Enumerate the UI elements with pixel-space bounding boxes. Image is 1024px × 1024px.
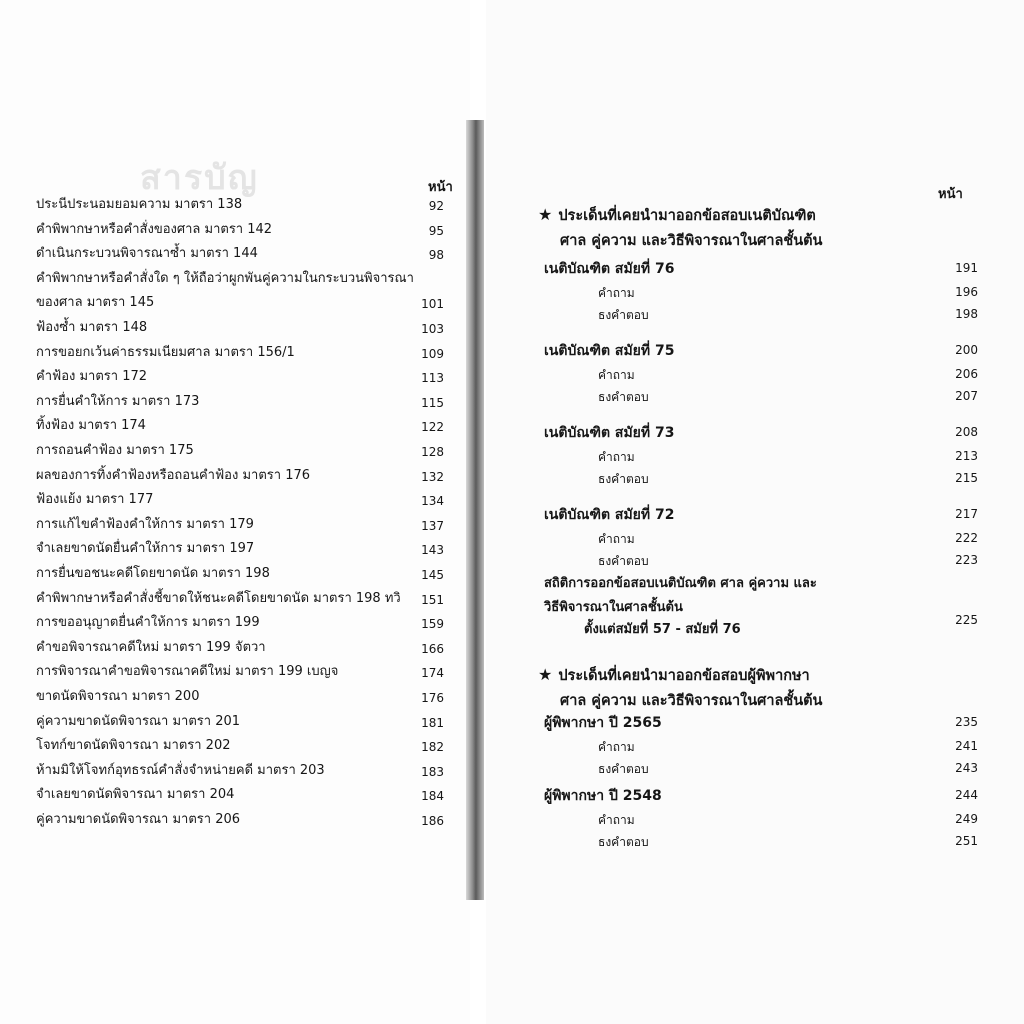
stats-heading-line3: ตั้งแต่สมัยที่ 57 - สมัยที่ 76 (584, 622, 741, 637)
toc-entry: การขออนุญาตยื่นคำให้การ มาตรา 199 (36, 615, 260, 630)
toc-page-number: 243 (955, 761, 978, 775)
toc-page-number: 109 (421, 347, 444, 361)
exam-sub-entry: ธงคำตอบ (598, 390, 649, 404)
toc-page-number: 208 (955, 425, 978, 439)
toc-entry: การพิจารณาคำขอพิจารณาคดีใหม่ มาตรา 199 เบญจ (36, 664, 339, 679)
toc-page-number: 176 (421, 691, 444, 705)
toc-page-number: 103 (421, 322, 444, 336)
toc-page-number: 181 (421, 716, 444, 730)
exam-sub-entry: ธงคำตอบ (598, 308, 649, 322)
toc-entry: ทิ้งฟ้อง มาตรา 174 (36, 418, 146, 433)
toc-entry: คำพิพากษาหรือคำสั่งชี้ขาดให้ชนะคดีโดยขาดนัด มาตรา 198 ทวิ (36, 591, 401, 606)
toc-page-number: 241 (955, 739, 978, 753)
toc-entry: คู่ความขาดนัดพิจารณา มาตรา 201 (36, 714, 241, 729)
exam-sub-entry: ธงคำตอบ (598, 472, 649, 486)
toc-page-number: 101 (421, 297, 444, 311)
toc-entry: ฟ้องซ้ำ มาตรา 148 (36, 320, 148, 335)
stats-heading: สถิติการออกข้อสอบเนติบัณฑิต ศาล คู่ความ และ (544, 576, 817, 591)
toc-page-number: 137 (421, 519, 444, 533)
toc-page-number: 128 (421, 445, 444, 459)
exam-sub-entry: ธงคำตอบ (598, 835, 649, 849)
exam-sub-entry: คำถาม (598, 740, 635, 754)
left-page (0, 0, 470, 1024)
exam-sub-entry: คำถาม (598, 450, 635, 464)
toc-page-number: 132 (421, 470, 444, 484)
toc-entry: ประนีประนอมยอมความ มาตรา 138 (36, 197, 243, 212)
toc-entry: การขอยกเว้นค่าธรรมเนียมศาล มาตรา 156/1 (36, 345, 295, 360)
toc-entry: ห้ามมิให้โจทก์อุทธรณ์คำสั่งจำหน่ายคดี มาตรา 203 (36, 763, 325, 778)
toc-entry: ดำเนินกระบวนพิจารณาซ้ำ มาตรา 144 (36, 246, 258, 261)
toc-page-number: 174 (421, 666, 444, 680)
page-column-header: หน้า (428, 180, 453, 195)
toc-entry: ขาดนัดพิจารณา มาตรา 200 (36, 689, 200, 704)
toc-page-number: 244 (955, 788, 978, 802)
toc-page-number: 215 (955, 471, 978, 485)
star-icon: ★ (538, 205, 553, 224)
show-through-title: สารบัญ (140, 158, 259, 198)
toc-page-number: 198 (955, 307, 978, 321)
toc-page-number: 184 (421, 789, 444, 803)
toc-entry: โจทก์ขาดนัดพิจารณา มาตรา 202 (36, 738, 231, 753)
toc-page-number: 191 (955, 261, 978, 275)
toc-entry: จำเลยขาดนัดพิจารณา มาตรา 204 (36, 787, 235, 802)
stats-heading-line2: วิธีพิจารณาในศาลชั้นต้น (544, 600, 683, 615)
toc-page-number: 207 (955, 389, 978, 403)
section-heading: ★ ประเด็นที่เคยนำมาออกข้อสอบเนติบัณฑิต (538, 205, 816, 224)
toc-page-number: 223 (955, 553, 978, 567)
section-heading-line2: ศาล คู่ความ และวิธีพิจารณาในศาลชั้นต้น (560, 233, 823, 249)
exam-sub-entry: ธงคำตอบ (598, 762, 649, 776)
toc-page-number: 222 (955, 531, 978, 545)
toc-entry: คำขอพิจารณาคดีใหม่ มาตรา 199 จัตวา (36, 640, 266, 655)
toc-page-number: 134 (421, 494, 444, 508)
exam-session-heading: เนติบัณฑิต สมัยที่ 76 (544, 261, 675, 277)
toc-page-number: 183 (421, 765, 444, 779)
exam-session-heading: เนติบัณฑิต สมัยที่ 75 (544, 343, 675, 359)
toc-page-number: 92 (428, 199, 444, 213)
book-gutter (466, 120, 484, 900)
exam-session-heading: เนติบัณฑิต สมัยที่ 72 (544, 507, 675, 523)
toc-entry: การยื่นคำให้การ มาตรา 173 (36, 394, 200, 409)
exam-session-heading: เนติบัณฑิต สมัยที่ 73 (544, 425, 675, 441)
toc-page-number: 122 (421, 420, 444, 434)
toc-entry: การแก้ไขคำฟ้องคำให้การ มาตรา 179 (36, 517, 254, 532)
toc-page-number: 186 (421, 814, 444, 828)
exam-sub-entry: คำถาม (598, 368, 635, 382)
exam-sub-entry: คำถาม (598, 286, 635, 300)
exam-sub-entry: ธงคำตอบ (598, 554, 649, 568)
toc-page-number: 95 (428, 224, 444, 238)
star-icon: ★ (538, 665, 553, 684)
toc-entry: ของศาล มาตรา 145 (36, 295, 155, 310)
toc-entry: คำฟ้อง มาตรา 172 (36, 369, 148, 384)
toc-page-number: 213 (955, 449, 978, 463)
right-page (486, 0, 1024, 1024)
toc-page-number: 151 (421, 593, 444, 607)
toc-page-number: 196 (955, 285, 978, 299)
toc-page-number: 166 (421, 642, 444, 656)
section-heading-line2: ศาล คู่ความ และวิธีพิจารณาในศาลชั้นต้น (560, 693, 823, 709)
section-heading: ★ ประเด็นที่เคยนำมาออกข้อสอบผู้พิพากษา (538, 665, 810, 684)
toc-page-number: 143 (421, 543, 444, 557)
toc-page-number: 235 (955, 715, 978, 729)
toc-entry: ผลของการทิ้งคำฟ้องหรือถอนคำฟ้อง มาตรา 176 (36, 468, 311, 483)
toc-page-number: 206 (955, 367, 978, 381)
toc-page-number: 200 (955, 343, 978, 357)
exam-session-heading: ผู้พิพากษา ปี 2565 (544, 715, 662, 731)
exam-session-heading: ผู้พิพากษา ปี 2548 (544, 788, 662, 804)
toc-entry: การยื่นขอชนะคดีโดยขาดนัด มาตรา 198 (36, 566, 270, 581)
toc-page-number: 217 (955, 507, 978, 521)
toc-page-number: 159 (421, 617, 444, 631)
toc-entry: ฟ้องแย้ง มาตรา 177 (36, 492, 154, 507)
toc-page-number: 113 (421, 371, 444, 385)
toc-entry: คู่ความขาดนัดพิจารณา มาตรา 206 (36, 812, 241, 827)
toc-entry: คำพิพากษาหรือคำสั่งของศาล มาตรา 142 (36, 222, 273, 237)
exam-sub-entry: คำถาม (598, 532, 635, 546)
toc-page-number: 145 (421, 568, 444, 582)
toc-page-number: 251 (955, 834, 978, 848)
toc-entry: จำเลยขาดนัดยื่นคำให้การ มาตรา 197 (36, 541, 255, 556)
page-column-header: หน้า (938, 187, 963, 202)
stats-page-number: 225 (955, 613, 978, 627)
toc-page-number: 115 (421, 396, 444, 410)
toc-page-number: 249 (955, 812, 978, 826)
toc-entry: การถอนคำฟ้อง มาตรา 175 (36, 443, 194, 458)
toc-page-number: 182 (421, 740, 444, 754)
exam-sub-entry: คำถาม (598, 813, 635, 827)
toc-page-number: 98 (428, 248, 444, 262)
toc-entry: คำพิพากษาหรือคำสั่งใด ๆ ให้ถือว่าผูกพันคู่ความในกระบวนพิจารณา (36, 271, 414, 286)
